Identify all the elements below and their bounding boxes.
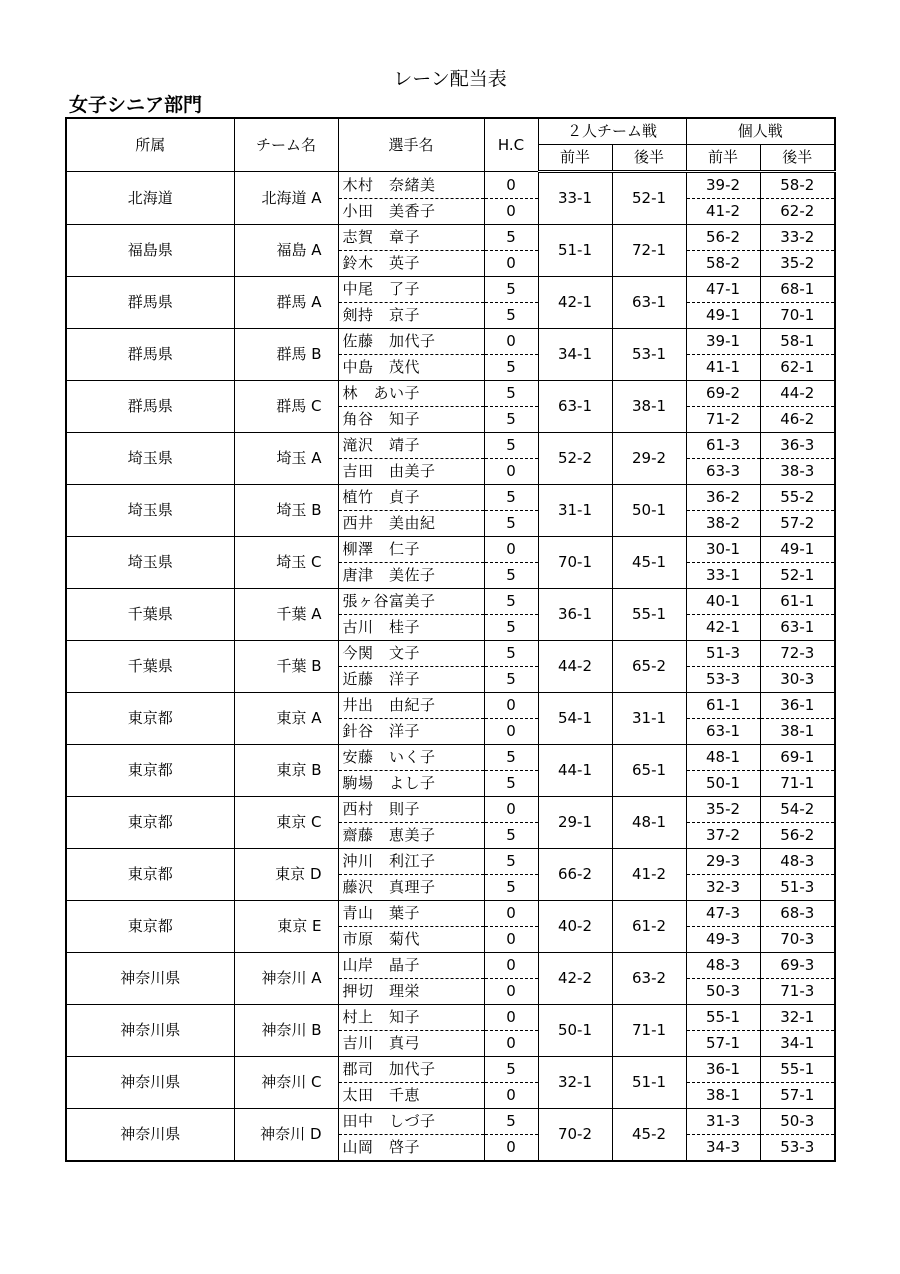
lane-assignment-table <box>65 117 836 1162</box>
individual-first-lane: 42-1 <box>686 615 760 641</box>
player-name-cell: 吉田 由美子 <box>338 459 484 485</box>
page-title: レーン配当表 <box>393 68 507 90</box>
individual-second-lane: 30-3 <box>760 667 835 693</box>
individual-first-lane: 48-1 <box>686 745 760 771</box>
player-name-cell: 西村 則子 <box>338 797 484 823</box>
player-name-cell: 張ヶ谷富美子 <box>338 589 484 615</box>
table-row <box>66 485 835 511</box>
individual-second-lane: 57-2 <box>760 511 835 537</box>
individual-first-lane: 41-2 <box>686 199 760 225</box>
handicap-cell: 5 <box>484 771 538 797</box>
pair-second-lane: 48-1 <box>612 797 686 849</box>
table-row <box>66 901 835 927</box>
individual-first-lane: 47-1 <box>686 277 760 303</box>
handicap-cell: 5 <box>484 433 538 459</box>
affiliation-cell: 神奈川県 <box>66 1005 234 1057</box>
individual-first-lane: 30-1 <box>686 537 760 563</box>
handicap-cell: 0 <box>484 953 538 979</box>
individual-first-lane: 63-1 <box>686 719 760 745</box>
team-name-cell: 福島 A <box>234 225 338 277</box>
player-name-cell: 小田 美香子 <box>338 199 484 225</box>
table-row <box>66 589 835 615</box>
pair-first-lane: 32-1 <box>538 1057 612 1109</box>
individual-second-lane: 54-2 <box>760 797 835 823</box>
player-name-cell: 沖川 利江子 <box>338 849 484 875</box>
individual-first-lane: 63-3 <box>686 459 760 485</box>
pair-second-lane: 65-1 <box>612 745 686 797</box>
table-row <box>66 745 835 771</box>
player-name-cell: 村上 知子 <box>338 1005 484 1031</box>
team-name-cell: 神奈川 A <box>234 953 338 1005</box>
pair-first-lane: 36-1 <box>538 589 612 641</box>
pair-second-lane: 65-2 <box>612 641 686 693</box>
player-name-cell: 木村 奈緒美 <box>338 172 484 199</box>
individual-second-lane: 50-3 <box>760 1109 835 1135</box>
individual-first-lane: 36-1 <box>686 1057 760 1083</box>
individual-second-lane: 34-1 <box>760 1031 835 1057</box>
player-name-cell: 藤沢 真理子 <box>338 875 484 901</box>
individual-first-lane: 47-3 <box>686 901 760 927</box>
team-name-cell: 神奈川 B <box>234 1005 338 1057</box>
table-row <box>66 953 835 979</box>
individual-second-lane: 70-1 <box>760 303 835 329</box>
header-individual-second: 後半 <box>760 145 835 172</box>
team-name-cell: 群馬 C <box>234 381 338 433</box>
pair-first-lane: 29-1 <box>538 797 612 849</box>
player-name-cell: 田中 しづ子 <box>338 1109 484 1135</box>
player-name-cell: 市原 菊代 <box>338 927 484 953</box>
pair-second-lane: 71-1 <box>612 1005 686 1057</box>
individual-first-lane: 31-3 <box>686 1109 760 1135</box>
pair-second-lane: 63-1 <box>612 277 686 329</box>
player-name-cell: 押切 理栄 <box>338 979 484 1005</box>
team-name-cell: 埼玉 C <box>234 537 338 589</box>
individual-first-lane: 39-1 <box>686 329 760 355</box>
pair-second-lane: 41-2 <box>612 849 686 901</box>
player-name-cell: 角谷 知子 <box>338 407 484 433</box>
pair-second-lane: 61-2 <box>612 901 686 953</box>
handicap-cell: 0 <box>484 459 538 485</box>
handicap-cell: 5 <box>484 485 538 511</box>
individual-second-lane: 58-1 <box>760 329 835 355</box>
player-name-cell: 林 あい子 <box>338 381 484 407</box>
affiliation-cell: 群馬県 <box>66 277 234 329</box>
table-row <box>66 849 835 875</box>
player-name-cell: 西井 美由紀 <box>338 511 484 537</box>
individual-first-lane: 50-1 <box>686 771 760 797</box>
pair-second-lane: 29-2 <box>612 433 686 485</box>
pair-second-lane: 53-1 <box>612 329 686 381</box>
handicap-cell: 5 <box>484 277 538 303</box>
team-name-cell: 神奈川 C <box>234 1057 338 1109</box>
affiliation-cell: 神奈川県 <box>66 1109 234 1162</box>
handicap-cell: 5 <box>484 875 538 901</box>
individual-first-lane: 56-2 <box>686 225 760 251</box>
player-name-cell: 滝沢 靖子 <box>338 433 484 459</box>
affiliation-cell: 千葉県 <box>66 641 234 693</box>
affiliation-cell: 群馬県 <box>66 329 234 381</box>
handicap-cell: 5 <box>484 849 538 875</box>
player-name-cell: 中島 茂代 <box>338 355 484 381</box>
team-name-cell: 千葉 B <box>234 641 338 693</box>
individual-second-lane: 48-3 <box>760 849 835 875</box>
pair-first-lane: 40-2 <box>538 901 612 953</box>
handicap-cell: 0 <box>484 1031 538 1057</box>
team-name-cell: 東京 A <box>234 693 338 745</box>
handicap-cell: 0 <box>484 537 538 563</box>
pair-second-lane: 51-1 <box>612 1057 686 1109</box>
table-row <box>66 693 835 719</box>
header-player: 選手名 <box>338 118 484 172</box>
handicap-cell: 5 <box>484 615 538 641</box>
pair-first-lane: 70-2 <box>538 1109 612 1162</box>
affiliation-cell: 埼玉県 <box>66 537 234 589</box>
individual-first-lane: 29-3 <box>686 849 760 875</box>
handicap-cell: 0 <box>484 901 538 927</box>
player-name-cell: 中尾 了子 <box>338 277 484 303</box>
pair-second-lane: 45-2 <box>612 1109 686 1162</box>
pair-first-lane: 70-1 <box>538 537 612 589</box>
handicap-cell: 5 <box>484 511 538 537</box>
handicap-cell: 0 <box>484 797 538 823</box>
player-name-cell: 古川 桂子 <box>338 615 484 641</box>
player-name-cell: 山岡 啓子 <box>338 1135 484 1162</box>
handicap-cell: 5 <box>484 355 538 381</box>
individual-second-lane: 46-2 <box>760 407 835 433</box>
table-row <box>66 433 835 459</box>
table-row <box>66 225 835 251</box>
player-name-cell: 今関 文子 <box>338 641 484 667</box>
pair-second-lane: 63-2 <box>612 953 686 1005</box>
affiliation-cell: 東京都 <box>66 901 234 953</box>
individual-first-lane: 50-3 <box>686 979 760 1005</box>
table-row <box>66 1057 835 1083</box>
handicap-cell: 0 <box>484 1135 538 1162</box>
table-row <box>66 1005 835 1031</box>
handicap-cell: 0 <box>484 979 538 1005</box>
handicap-cell: 5 <box>484 1057 538 1083</box>
player-name-cell: 郡司 加代子 <box>338 1057 484 1083</box>
handicap-cell: 5 <box>484 563 538 589</box>
player-name-cell: 太田 千恵 <box>338 1083 484 1109</box>
individual-second-lane: 53-3 <box>760 1135 835 1162</box>
header-affiliation: 所属 <box>66 118 234 172</box>
pair-second-lane: 45-1 <box>612 537 686 589</box>
individual-second-lane: 55-1 <box>760 1057 835 1083</box>
individual-second-lane: 68-1 <box>760 277 835 303</box>
header-pair-first: 前半 <box>538 145 612 172</box>
handicap-cell: 0 <box>484 329 538 355</box>
individual-second-lane: 51-3 <box>760 875 835 901</box>
player-name-cell: 井出 由紀子 <box>338 693 484 719</box>
individual-first-lane: 51-3 <box>686 641 760 667</box>
pair-first-lane: 33-1 <box>538 172 612 225</box>
pair-second-lane: 52-1 <box>612 172 686 225</box>
pair-first-lane: 51-1 <box>538 225 612 277</box>
handicap-cell: 5 <box>484 407 538 433</box>
individual-first-lane: 57-1 <box>686 1031 760 1057</box>
team-name-cell: 東京 D <box>234 849 338 901</box>
player-name-cell: 佐藤 加代子 <box>338 329 484 355</box>
individual-first-lane: 38-2 <box>686 511 760 537</box>
team-name-cell: 神奈川 D <box>234 1109 338 1162</box>
individual-second-lane: 62-1 <box>760 355 835 381</box>
handicap-cell: 5 <box>484 745 538 771</box>
individual-second-lane: 33-2 <box>760 225 835 251</box>
team-name-cell: 東京 C <box>234 797 338 849</box>
player-name-cell: 青山 葉子 <box>338 901 484 927</box>
header-hc: H.C <box>484 118 538 172</box>
individual-first-lane: 61-3 <box>686 433 760 459</box>
pair-first-lane: 42-2 <box>538 953 612 1005</box>
individual-second-lane: 36-1 <box>760 693 835 719</box>
individual-first-lane: 34-3 <box>686 1135 760 1162</box>
handicap-cell: 0 <box>484 251 538 277</box>
player-name-cell: 剣持 京子 <box>338 303 484 329</box>
table-row <box>66 172 835 199</box>
handicap-cell: 5 <box>484 667 538 693</box>
table-row <box>66 381 835 407</box>
player-name-cell: 齋藤 恵美子 <box>338 823 484 849</box>
division-title: 女子シニア部門 <box>69 94 203 116</box>
individual-first-lane: 53-3 <box>686 667 760 693</box>
pair-second-lane: 38-1 <box>612 381 686 433</box>
player-name-cell: 駒場 よし子 <box>338 771 484 797</box>
individual-second-lane: 38-3 <box>760 459 835 485</box>
table-row <box>66 797 835 823</box>
individual-second-lane: 55-2 <box>760 485 835 511</box>
affiliation-cell: 福島県 <box>66 225 234 277</box>
individual-second-lane: 71-1 <box>760 771 835 797</box>
player-name-cell: 植竹 貞子 <box>338 485 484 511</box>
player-name-cell: 鈴木 英子 <box>338 251 484 277</box>
player-name-cell: 吉川 真弓 <box>338 1031 484 1057</box>
individual-second-lane: 71-3 <box>760 979 835 1005</box>
handicap-cell: 0 <box>484 719 538 745</box>
handicap-cell: 0 <box>484 693 538 719</box>
affiliation-cell: 群馬県 <box>66 381 234 433</box>
player-name-cell: 柳澤 仁子 <box>338 537 484 563</box>
handicap-cell: 5 <box>484 225 538 251</box>
team-name-cell: 東京 B <box>234 745 338 797</box>
handicap-cell: 5 <box>484 641 538 667</box>
handicap-cell: 0 <box>484 172 538 199</box>
individual-second-lane: 44-2 <box>760 381 835 407</box>
team-name-cell: 埼玉 B <box>234 485 338 537</box>
individual-first-lane: 49-3 <box>686 927 760 953</box>
individual-second-lane: 69-3 <box>760 953 835 979</box>
individual-second-lane: 36-3 <box>760 433 835 459</box>
player-name-cell: 唐津 美佐子 <box>338 563 484 589</box>
affiliation-cell: 東京都 <box>66 693 234 745</box>
individual-second-lane: 38-1 <box>760 719 835 745</box>
handicap-cell: 5 <box>484 589 538 615</box>
team-name-cell: 埼玉 A <box>234 433 338 485</box>
individual-second-lane: 61-1 <box>760 589 835 615</box>
affiliation-cell: 千葉県 <box>66 589 234 641</box>
player-name-cell: 山岸 晶子 <box>338 953 484 979</box>
affiliation-cell: 神奈川県 <box>66 1057 234 1109</box>
individual-second-lane: 70-3 <box>760 927 835 953</box>
handicap-cell: 5 <box>484 1109 538 1135</box>
individual-second-lane: 57-1 <box>760 1083 835 1109</box>
header-team: チーム名 <box>234 118 338 172</box>
handicap-cell: 0 <box>484 927 538 953</box>
individual-second-lane: 49-1 <box>760 537 835 563</box>
table-row <box>66 641 835 667</box>
individual-first-lane: 71-2 <box>686 407 760 433</box>
individual-first-lane: 35-2 <box>686 797 760 823</box>
individual-second-lane: 56-2 <box>760 823 835 849</box>
individual-second-lane: 68-3 <box>760 901 835 927</box>
affiliation-cell: 東京都 <box>66 745 234 797</box>
player-name-cell: 針谷 洋子 <box>338 719 484 745</box>
affiliation-cell: 埼玉県 <box>66 485 234 537</box>
individual-second-lane: 32-1 <box>760 1005 835 1031</box>
pair-first-lane: 63-1 <box>538 381 612 433</box>
header-pair-second: 後半 <box>612 145 686 172</box>
individual-second-lane: 62-2 <box>760 199 835 225</box>
pair-second-lane: 55-1 <box>612 589 686 641</box>
handicap-cell: 5 <box>484 303 538 329</box>
individual-first-lane: 48-3 <box>686 953 760 979</box>
individual-first-lane: 39-2 <box>686 172 760 199</box>
table-header <box>66 118 835 172</box>
table-body <box>66 172 835 1162</box>
individual-second-lane: 72-3 <box>760 641 835 667</box>
individual-first-lane: 37-2 <box>686 823 760 849</box>
player-name-cell: 安藤 いく子 <box>338 745 484 771</box>
individual-first-lane: 58-2 <box>686 251 760 277</box>
team-name-cell: 群馬 A <box>234 277 338 329</box>
team-name-cell: 千葉 A <box>234 589 338 641</box>
affiliation-cell: 東京都 <box>66 797 234 849</box>
individual-first-lane: 38-1 <box>686 1083 760 1109</box>
pair-first-lane: 54-1 <box>538 693 612 745</box>
handicap-cell: 5 <box>484 381 538 407</box>
individual-first-lane: 40-1 <box>686 589 760 615</box>
individual-first-lane: 61-1 <box>686 693 760 719</box>
handicap-cell: 0 <box>484 1083 538 1109</box>
pair-second-lane: 72-1 <box>612 225 686 277</box>
pair-first-lane: 66-2 <box>538 849 612 901</box>
header-pair: ２人チーム戦 <box>538 118 686 145</box>
individual-second-lane: 58-2 <box>760 172 835 199</box>
affiliation-cell: 東京都 <box>66 849 234 901</box>
table-row <box>66 277 835 303</box>
header-individual: 個人戦 <box>686 118 835 145</box>
pair-first-lane: 52-2 <box>538 433 612 485</box>
team-name-cell: 群馬 B <box>234 329 338 381</box>
table-row <box>66 537 835 563</box>
individual-first-lane: 41-1 <box>686 355 760 381</box>
handicap-cell: 0 <box>484 1005 538 1031</box>
player-name-cell: 志賀 章子 <box>338 225 484 251</box>
individual-first-lane: 55-1 <box>686 1005 760 1031</box>
affiliation-cell: 北海道 <box>66 172 234 225</box>
individual-second-lane: 52-1 <box>760 563 835 589</box>
pair-first-lane: 44-2 <box>538 641 612 693</box>
individual-first-lane: 33-1 <box>686 563 760 589</box>
individual-second-lane: 35-2 <box>760 251 835 277</box>
individual-second-lane: 69-1 <box>760 745 835 771</box>
team-name-cell: 北海道 A <box>234 172 338 225</box>
individual-first-lane: 36-2 <box>686 485 760 511</box>
pair-second-lane: 31-1 <box>612 693 686 745</box>
table-row <box>66 1109 835 1135</box>
individual-first-lane: 32-3 <box>686 875 760 901</box>
handicap-cell: 5 <box>484 823 538 849</box>
pair-first-lane: 31-1 <box>538 485 612 537</box>
affiliation-cell: 埼玉県 <box>66 433 234 485</box>
individual-first-lane: 69-2 <box>686 381 760 407</box>
pair-first-lane: 50-1 <box>538 1005 612 1057</box>
player-name-cell: 近藤 洋子 <box>338 667 484 693</box>
header-individual-first: 前半 <box>686 145 760 172</box>
pair-first-lane: 34-1 <box>538 329 612 381</box>
affiliation-cell: 神奈川県 <box>66 953 234 1005</box>
pair-first-lane: 44-1 <box>538 745 612 797</box>
table-row <box>66 329 835 355</box>
individual-second-lane: 63-1 <box>760 615 835 641</box>
pair-second-lane: 50-1 <box>612 485 686 537</box>
pair-first-lane: 42-1 <box>538 277 612 329</box>
team-name-cell: 東京 E <box>234 901 338 953</box>
individual-first-lane: 49-1 <box>686 303 760 329</box>
handicap-cell: 0 <box>484 199 538 225</box>
